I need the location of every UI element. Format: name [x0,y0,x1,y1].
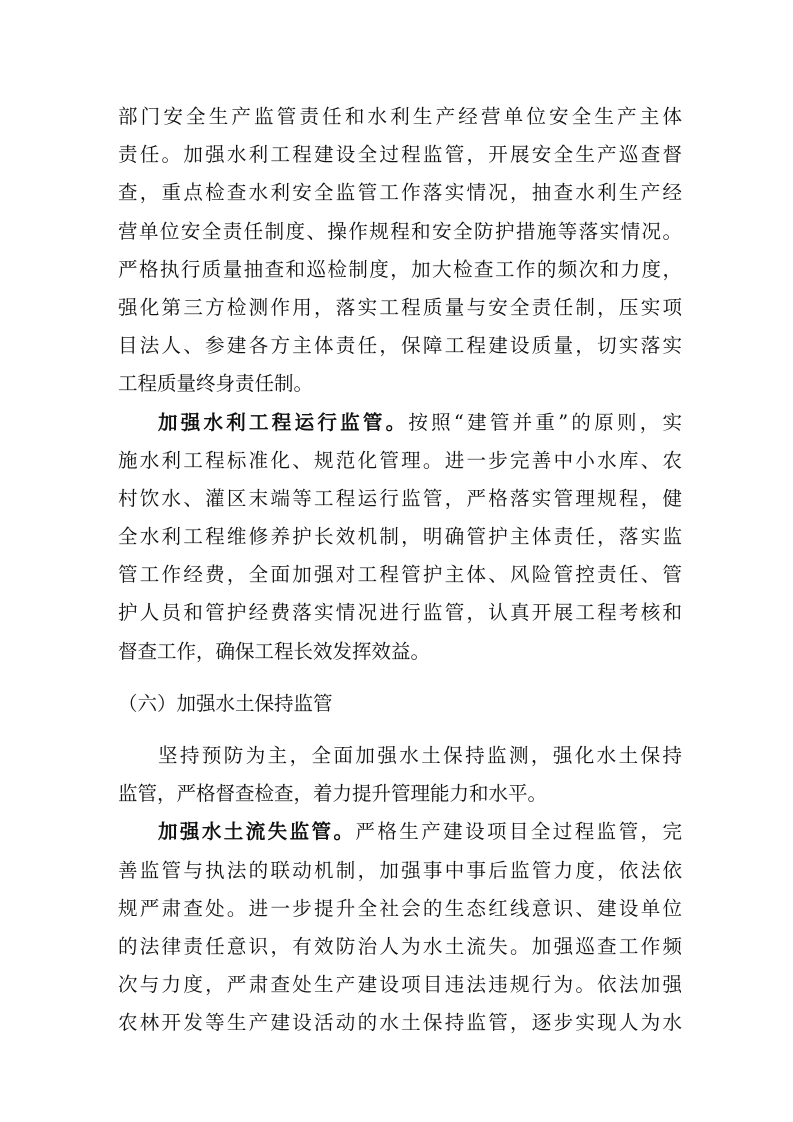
text-line: 坚持预防为主，全面加强水土保持监测，强化水土保持 [158,744,682,767]
text-line: 查，重点检查水利安全监管工作落实情况，抽查水利生产经 [118,181,682,205]
text-line: 部门安全生产监管责任和水利生产经营单位安全生产主体 [118,105,682,128]
document-page [118,98,682,1043]
paragraph-lead-heading: 加强水利工程运行监管。 [158,410,409,434]
text-line: 督查工作，确保工程长效发挥效益。 [118,639,431,663]
spacer [118,671,682,685]
text-line: 施水利工程标准化、规范化管理。进一步完善中小水库、农 [118,448,682,472]
text-line: 次与力度，严肃查处生产建设项目违法违规行为。依法加强 [118,973,682,997]
text-line: 规严肃查处。进一步提升全社会的生态红线意识、建设单位 [118,896,682,920]
text-line: 营单位安全责任制度、操作规程和安全防护措施等落实情况。 [118,219,682,243]
text-line: 责任。加强水利工程建设全过程监管，开展安全生产巡查督 [118,143,682,167]
text-span: 按照“建管并重”的原则，实 [408,410,682,434]
text-line [118,813,682,851]
text-line [118,404,682,442]
spacer [118,723,682,737]
paragraph-lead-heading: 加强水土流失监管。 [158,820,356,844]
section-heading: （六）加强水土保持监管 [118,691,333,715]
text-line: 监管，严格督查检查，着力提升管理能力和水平。 [118,782,548,806]
paragraph-soil-erosion-supervision [118,813,682,1042]
text-span: 严格生产建设项目全过程监管，完 [355,820,682,844]
text-line: 强化第三方检测作用，落实工程质量与安全责任制，压实项 [118,295,682,319]
text-line: 严格执行质量抽查和巡检制度，加大检查工作的频次和力度， [118,257,682,281]
paragraph-soil-conservation-intro [118,737,682,813]
text-line: 全水利工程维修养护长效机制，明确管护主体责任，落实监 [118,525,682,549]
text-line: 农林开发等生产建设活动的水土保持监管，逐步实现人为水 [118,1011,682,1035]
text-line: 护人员和管护经费落实情况进行监管，认真开展工程考核和 [118,601,682,625]
text-line: 的法律责任意识，有效防治人为水土流失。加强巡查工作频 [118,934,682,958]
text-line: 管工作经费，全面加强对工程管护主体、风险管控责任、管 [118,563,682,587]
text-line: 工程质量终身责任制。 [118,372,314,396]
text-line: 目法人、参建各方主体责任，保障工程建设质量，切实落实 [118,334,682,358]
text-line: 村饮水、灌区末端等工程运行监管，严格落实管理规程，健 [118,486,682,510]
text-line: 善监管与执法的联动机制，加强事中事后监管力度，依法依 [118,858,682,882]
paragraph-operation-supervision [118,404,682,671]
paragraph-safety-responsibility [118,98,682,404]
